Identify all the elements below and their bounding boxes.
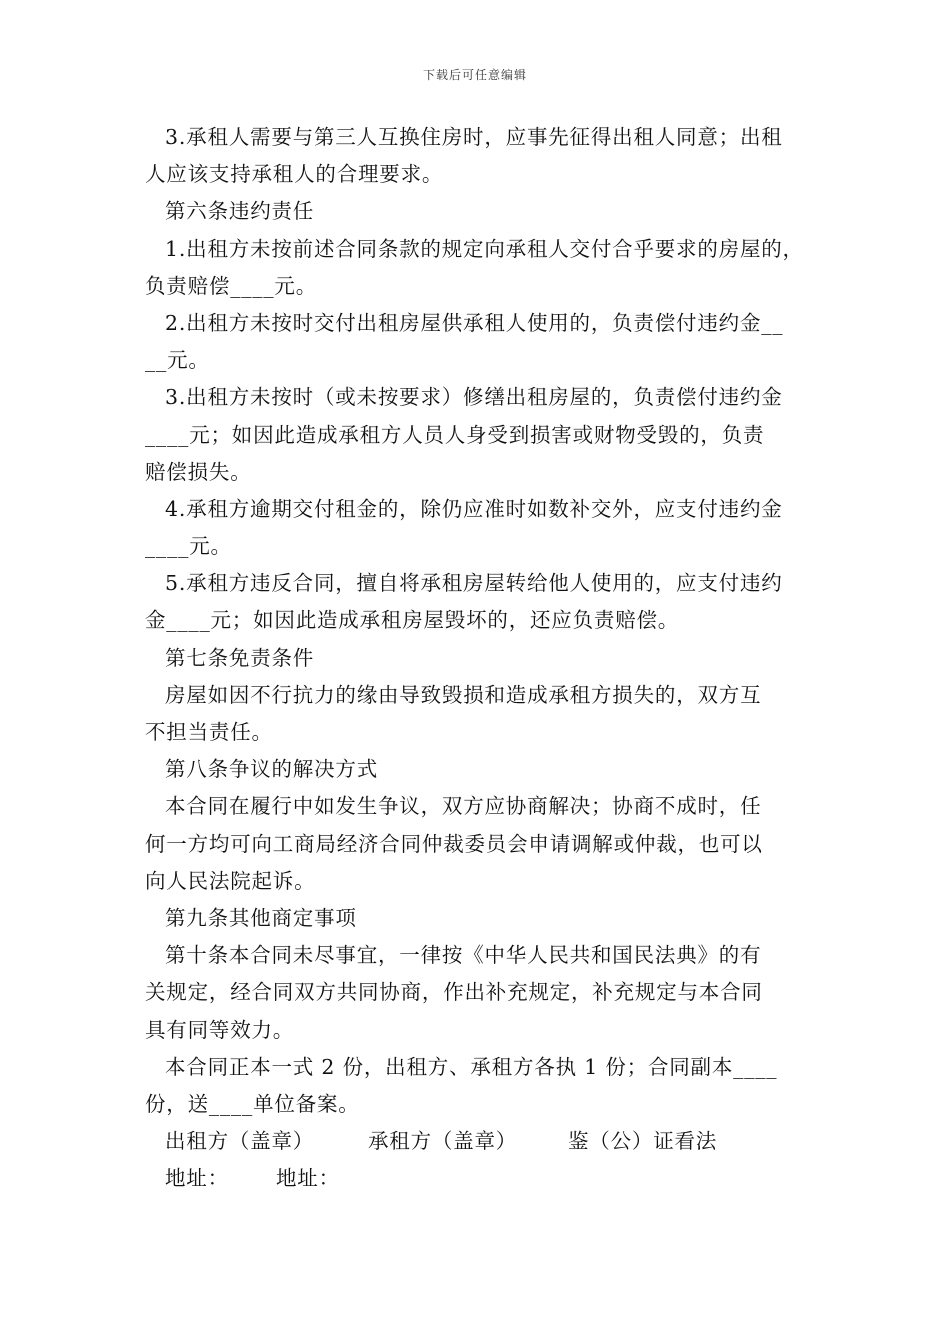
paragraph-line: 负责赔偿____元。	[145, 273, 317, 298]
document-body	[145, 119, 817, 1197]
paragraph-line: 房屋如因不行抗力的缘由导致毁损和造成承租方损失的，双方互	[165, 682, 762, 707]
page-header: 下载后可任意编辑	[422, 68, 527, 82]
paragraph-line: 2.出租方未按时交付出租房屋供承租人使用的，负责偿付违约金__	[165, 310, 784, 335]
signature-row	[145, 1123, 817, 1160]
lessor-address-label: 地址：	[165, 1166, 229, 1191]
paragraph-line: 3.承租人需要与第三人互换住房时，应事先征得出租人同意；出租	[165, 125, 783, 149]
paragraph-line: 不担当责任。	[145, 720, 273, 744]
paragraph-line: 人应该支持承租人的合理要求。	[145, 162, 444, 187]
paragraph-line: 第十条本合同未尽事宜，一律按《中华人民共和国民法典》的有	[165, 943, 762, 968]
paragraph-line: 5.承租方违反合同，擅自将承租房屋转给他人使用的，应支付违约	[165, 571, 783, 596]
notary-label: 鉴（公）证看法	[568, 1129, 718, 1154]
paragraph-line: __元。	[145, 348, 210, 373]
paragraph-line: 赔偿损失。	[145, 459, 252, 484]
section-heading: 第七条免责条件	[165, 645, 315, 670]
paragraph-line: 本合同在履行中如发生争议，双方应协商解决；协商不成时，任	[165, 794, 762, 819]
paragraph-line: 4.承租方逾期交付租金的，除仍应准时如数补交外，应支付违约金	[165, 496, 783, 521]
lessee-address-label: 地址：	[276, 1166, 340, 1191]
address-row	[145, 1160, 817, 1197]
section-heading: 第八条争议的解决方式	[165, 757, 378, 782]
section-heading: 第九条其他商定事项	[165, 905, 357, 930]
lessee-signature-label: 承租方（盖章）	[368, 1129, 518, 1154]
paragraph-line: 金____元；如因此造成承租房屋毁坏的，还应负责赔偿。	[145, 608, 680, 633]
lessor-signature-label: 出租方（盖章）	[165, 1129, 315, 1154]
paragraph-line: 本合同正本一式 2 份，出租方、承租方各执 1 份；合同副本____	[165, 1054, 778, 1079]
section-heading: 第六条违约责任	[165, 199, 315, 224]
paragraph-line: 1.出租方未按前述合同条款的规定向承租人交付合乎要求的房屋的，	[165, 236, 804, 261]
paragraph-line: 份，送____单位备案。	[145, 1091, 360, 1116]
paragraph-line: 向人民法院起诉。	[145, 868, 316, 893]
paragraph-line: 关规定，经合同双方共同协商，作出补充规定，补充规定与本合同	[145, 980, 763, 1005]
paragraph-line: 具有同等效力。	[145, 1017, 295, 1042]
paragraph-line: ____元；如因此造成承租方人员人身受到损害或财物受毁的，负责	[145, 422, 765, 447]
paragraph-line: 何一方均可向工商局经济合同仲裁委员会申请调解或仲裁，也可以	[145, 831, 763, 856]
paragraph-line: ____元。	[145, 534, 232, 559]
paragraph-line: 3.出租方未按时（或未按要求）修缮出租房屋的，负责偿付违约金	[165, 385, 783, 410]
